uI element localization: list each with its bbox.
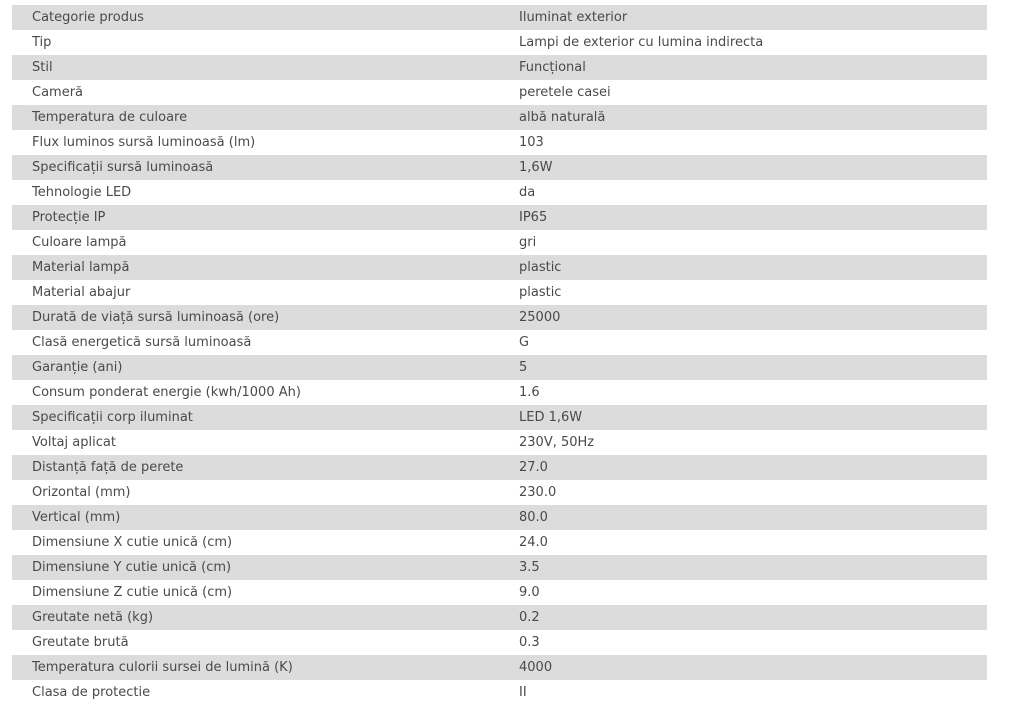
spec-label: Cameră [12, 80, 499, 105]
spec-label: Greutate netă (kg) [12, 605, 499, 630]
spec-label: Material lampă [12, 255, 499, 280]
spec-value: 27.0 [499, 455, 987, 480]
spec-value: 9.0 [499, 580, 987, 605]
spec-value: 3.5 [499, 555, 987, 580]
spec-row [12, 205, 987, 230]
spec-label: Flux luminos sursă luminoasă (lm) [12, 130, 499, 155]
spec-label: Greutate brută [12, 630, 499, 655]
spec-value: Lampi de exterior cu lumina indirecta [499, 30, 987, 55]
spec-value: da [499, 180, 987, 205]
spec-label: Clasa de protectie [12, 680, 499, 705]
spec-row [12, 655, 987, 680]
spec-row [12, 130, 987, 155]
spec-row [12, 355, 987, 380]
spec-row [12, 455, 987, 480]
spec-row [12, 605, 987, 630]
spec-label: Vertical (mm) [12, 505, 499, 530]
spec-row [12, 505, 987, 530]
spec-label: Stil [12, 55, 499, 80]
spec-value: 5 [499, 355, 987, 380]
spec-row [12, 330, 987, 355]
spec-row [12, 430, 987, 455]
spec-row [12, 480, 987, 505]
spec-value: 25000 [499, 305, 987, 330]
spec-label: Temperatura culorii sursei de lumină (K) [12, 655, 499, 680]
spec-value: LED 1,6W [499, 405, 987, 430]
spec-row [12, 30, 987, 55]
spec-value: 1,6W [499, 155, 987, 180]
spec-label: Distanță față de perete [12, 455, 499, 480]
spec-value: IP65 [499, 205, 987, 230]
spec-label: Dimensiune Z cutie unică (cm) [12, 580, 499, 605]
spec-label: Categorie produs [12, 5, 499, 30]
spec-value: 0.2 [499, 605, 987, 630]
spec-row [12, 80, 987, 105]
spec-label: Dimensiune X cutie unică (cm) [12, 530, 499, 555]
spec-label: Specificații corp iluminat [12, 405, 499, 430]
spec-value: Iluminat exterior [499, 5, 987, 30]
spec-label: Garanție (ani) [12, 355, 499, 380]
spec-label: Clasă energetică sursă luminoasă [12, 330, 499, 355]
spec-label: Consum ponderat energie (kwh/1000 Ah) [12, 380, 499, 405]
spec-row [12, 255, 987, 280]
spec-value: Funcțional [499, 55, 987, 80]
spec-label: Voltaj aplicat [12, 430, 499, 455]
spec-row [12, 680, 987, 705]
spec-label: Dimensiune Y cutie unică (cm) [12, 555, 499, 580]
spec-value: 24.0 [499, 530, 987, 555]
spec-label: Orizontal (mm) [12, 480, 499, 505]
spec-value: 0.3 [499, 630, 987, 655]
spec-row [12, 405, 987, 430]
spec-row [12, 305, 987, 330]
spec-row [12, 55, 987, 80]
spec-row [12, 380, 987, 405]
spec-label: Material abajur [12, 280, 499, 305]
spec-value: 1.6 [499, 380, 987, 405]
spec-value: II [499, 680, 987, 705]
spec-table-body [12, 5, 987, 705]
spec-value: 230.0 [499, 480, 987, 505]
spec-value: albă naturală [499, 105, 987, 130]
spec-value: 230V, 50Hz [499, 430, 987, 455]
spec-label: Tip [12, 30, 499, 55]
spec-value: gri [499, 230, 987, 255]
spec-row [12, 630, 987, 655]
spec-label: Culoare lampă [12, 230, 499, 255]
spec-value: 103 [499, 130, 987, 155]
spec-row [12, 5, 987, 30]
spec-label: Specificații sursă luminoasă [12, 155, 499, 180]
spec-row [12, 105, 987, 130]
spec-row [12, 280, 987, 305]
spec-label: Protecție IP [12, 205, 499, 230]
spec-label: Temperatura de culoare [12, 105, 499, 130]
spec-value: 80.0 [499, 505, 987, 530]
spec-row [12, 155, 987, 180]
spec-value: plastic [499, 255, 987, 280]
spec-label: Tehnologie LED [12, 180, 499, 205]
spec-row [12, 555, 987, 580]
spec-value: 4000 [499, 655, 987, 680]
product-spec-table [12, 5, 987, 705]
spec-value: peretele casei [499, 80, 987, 105]
spec-row [12, 530, 987, 555]
spec-row [12, 180, 987, 205]
spec-label: Durată de viață sursă luminoasă (ore) [12, 305, 499, 330]
spec-value: plastic [499, 280, 987, 305]
spec-value: G [499, 330, 987, 355]
spec-row [12, 230, 987, 255]
spec-row [12, 580, 987, 605]
